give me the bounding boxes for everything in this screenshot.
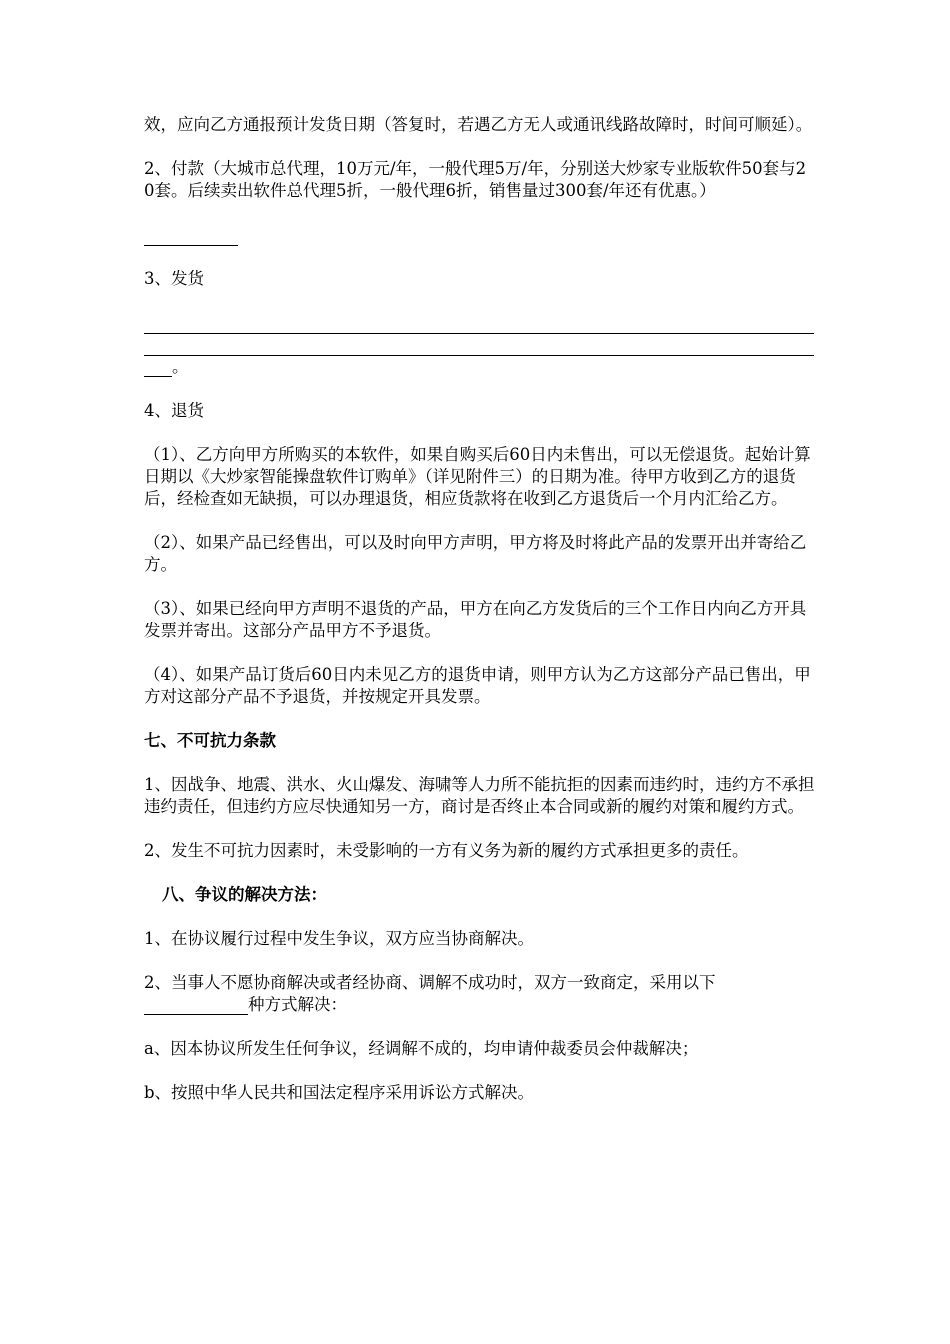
blank-line-shipping-3 [144, 356, 816, 378]
paragraph-dispute-option-a: a、因本协议所发生任何争议，经调解不成的，均申请仲裁委员会仲裁解决； [144, 1039, 699, 1058]
paragraph-dispute-2 [144, 972, 816, 1016]
document-page [144, 114, 816, 1126]
section-heading-dispute: 八、争议的解决方法： [162, 885, 327, 904]
paragraph-return-1: （1）、乙方向甲方所购买的本软件，如果自购买后60日内未售出，可以无偿退货。起始计算日期以《大炒家智能操盘软件订购单》（详见附件三）的日期为准。待甲方收到乙方的退货后，经检查如无缺损，可以办理退货，相应货款将在收到乙方退货后一个月内汇给乙方。 [144, 445, 811, 508]
blank-line-shipping-2 [144, 334, 814, 356]
paragraph-dispute-1: 1、在协议履行过程中发生争议，双方应当协商解决。 [144, 929, 534, 948]
blank-tail [144, 356, 172, 377]
paragraph-payment: 2、付款（大城市总代理，10万元/年，一般代理5万/年，分别送大炒家专业版软件50套与20套。后续卖出软件总代理5折，一般代理6折，销售量过300套/年还有优惠。） [144, 159, 807, 200]
paragraph-force-majeure-1: 1、因战争、地震、洪水、火山爆发、海啸等人力所不能抗拒的因素而违约时，违约方不承担违约责任，但违约方应尽快通知另一方，商讨是否终止本合同或新的履约对策和履约方式。 [144, 775, 815, 816]
paragraph-return-2: （2）、如果产品已经售出，可以及时向甲方声明，甲方将及时将此产品的发票开出并寄给乙方。 [144, 533, 807, 574]
blank-dispute-choice [144, 994, 248, 1015]
paragraph-shipping-heading: 3、发货 [144, 269, 204, 288]
shipping-end-mark: 。 [172, 357, 189, 376]
paragraph-return-3: （3）、如果已经向甲方声明不退货的产品，甲方在向乙方发货后的三个工作日内向乙方开具发票并寄出。这部分产品甲方不予退货。 [144, 599, 807, 640]
paragraph-delivery-notice: 效，应向乙方通报预计发货日期（答复时，若遇乙方无人或通讯线路故障时，时间可顺延）。 [144, 115, 813, 134]
paragraph-return-4: （4）、如果产品订货后60日内未见乙方的退货申请，则甲方认为乙方这部分产品已售出，甲方对这部分产品不予退货，并按规定开具发票。 [144, 665, 811, 706]
blank-line-shipping-1 [144, 312, 814, 334]
paragraph-return-heading: 4、退货 [144, 401, 204, 420]
paragraph-dispute-option-b: b、按照中华人民共和国法定程序采用诉讼方式解决。 [144, 1083, 535, 1102]
blank-line-payment [144, 224, 238, 246]
dispute-2-text: 2、当事人不愿协商解决或者经协商、调解不成功时，双方一致商定，采用以下 [144, 973, 716, 992]
blank-block-shipping [144, 312, 816, 378]
paragraph-force-majeure-2: 2、发生不可抗力因素时，未受影响的一方有义务为新的履约方式承担更多的责任。 [144, 841, 749, 860]
dispute-2-tail: 种方式解决： [248, 995, 347, 1014]
section-heading-force-majeure: 七、不可抗力条款 [144, 731, 276, 750]
